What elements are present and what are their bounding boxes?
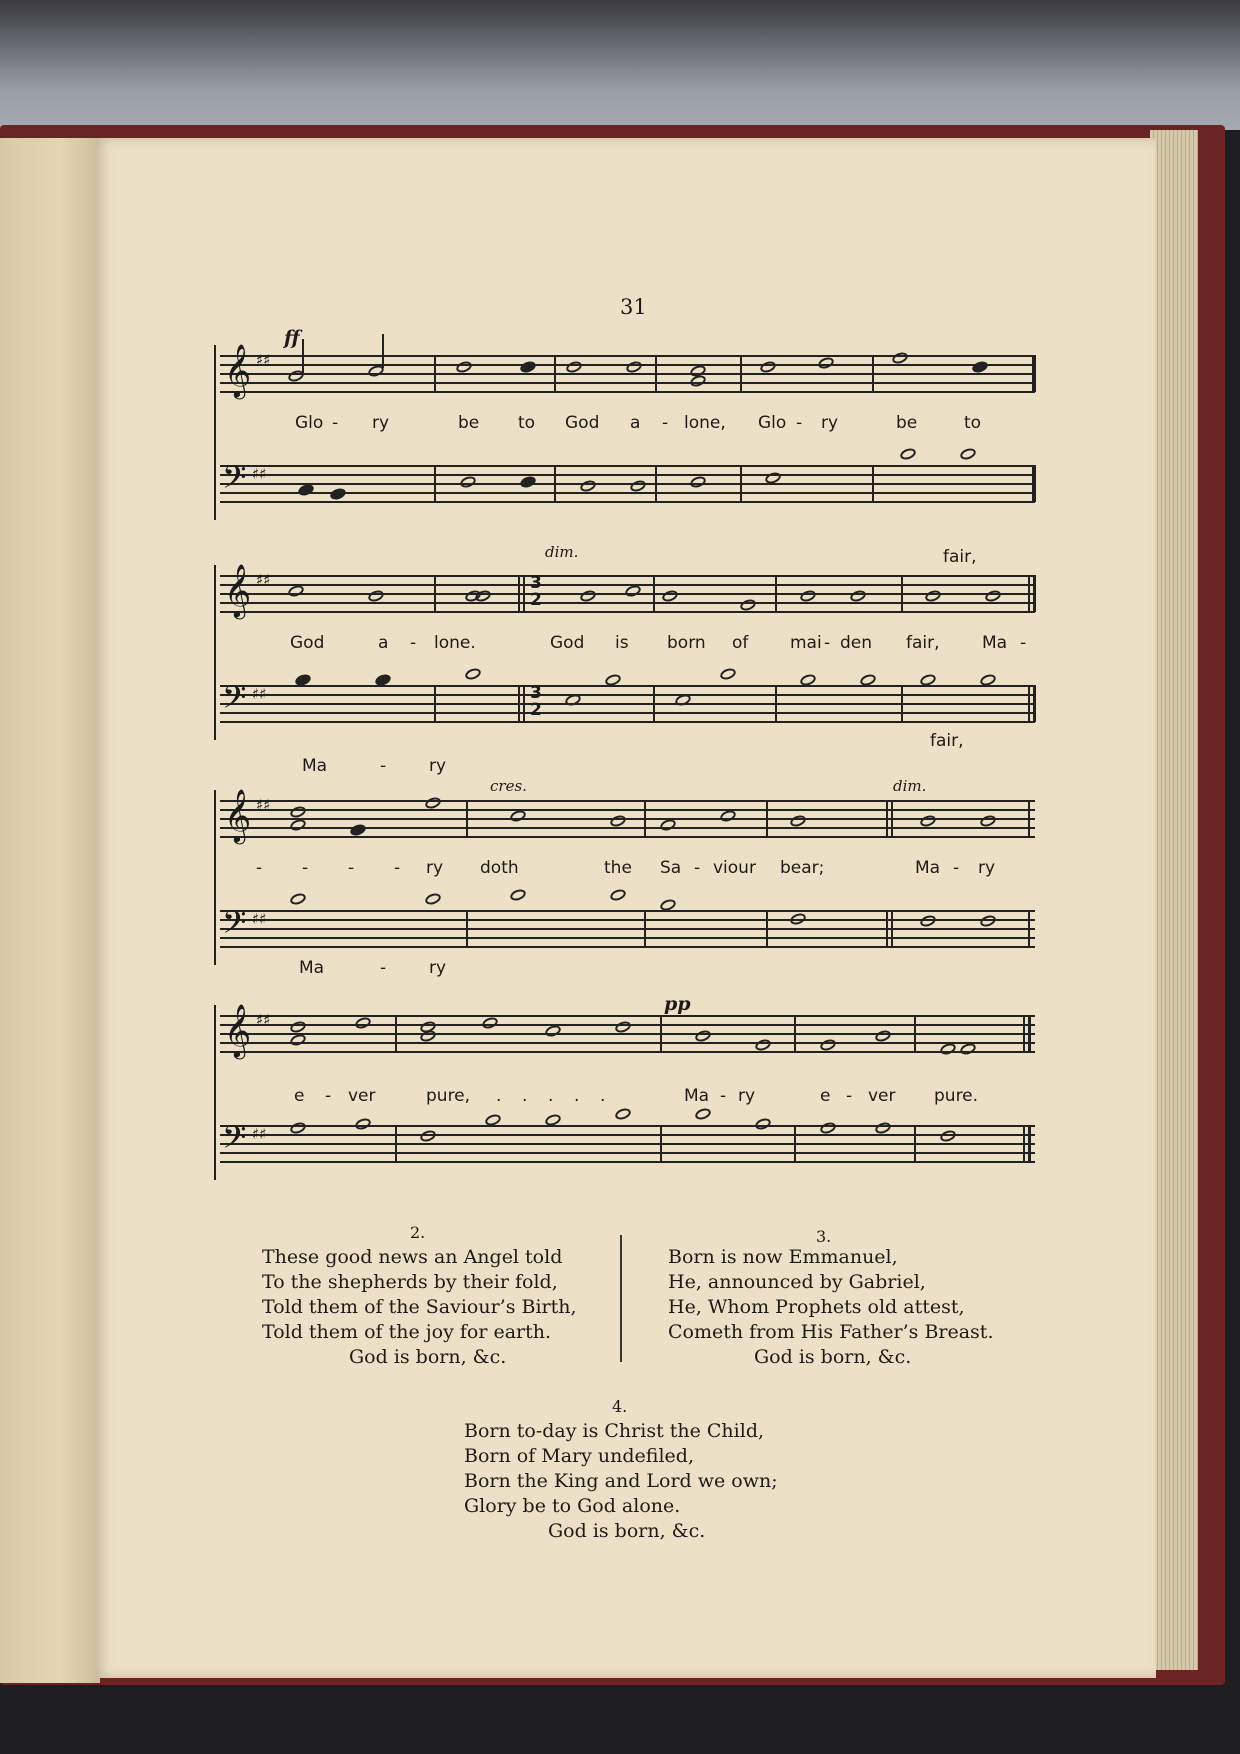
lyric-syllable: fair,: [906, 633, 940, 653]
lyric-syllable: e: [294, 1086, 305, 1106]
lyric-syllable: pure,: [426, 1086, 471, 1106]
lyric-syllable: .: [574, 1086, 580, 1106]
treble-clef-icon: 𝄞: [224, 1003, 252, 1057]
lyric-syllable: -: [796, 413, 803, 433]
key-signature-icon: ♯♯: [252, 465, 267, 483]
verse-line: Told them of the joy for earth.: [262, 1321, 552, 1343]
lyric-syllable: .: [600, 1086, 606, 1106]
lyric-syllable: .: [522, 1086, 528, 1106]
lyric-syllable: Ma: [982, 633, 1008, 653]
verse-line: Born to-day is Christ the Child,: [464, 1420, 765, 1442]
lyric-syllable: -: [720, 1086, 727, 1106]
bass-clef-icon: 𝄢: [222, 459, 247, 503]
lyric-syllable: Ma: [299, 958, 325, 978]
lyric-syllable: Ma: [915, 858, 941, 878]
lyric-syllable: a: [630, 413, 641, 433]
lyric-syllable: Sa: [660, 858, 682, 878]
verse-line: Told them of the Saviour’s Birth,: [262, 1296, 577, 1318]
lyric-syllable: be: [896, 413, 918, 433]
verse-line: Born is now Emmanuel,: [668, 1246, 898, 1268]
lyric-syllable: ver: [868, 1086, 896, 1106]
bass-staff: [220, 904, 1035, 950]
lyric-syllable: Glo: [758, 413, 787, 433]
lyric-syllable: to: [964, 413, 982, 433]
lyric-syllable: viour: [713, 858, 756, 878]
lyric-syllable: -: [348, 858, 355, 878]
lyric-syllable: bear;: [780, 858, 825, 878]
page-edges: [1150, 130, 1198, 1670]
lyric-syllable: ry: [429, 756, 447, 776]
lyric-syllable: ry: [978, 858, 996, 878]
lyric-syllable: -: [332, 413, 339, 433]
verse-line: Born of Mary undefiled,: [464, 1445, 694, 1467]
lyric-syllable: -: [953, 858, 960, 878]
verse-number: 4.: [612, 1397, 628, 1416]
lyric-syllable: ry: [738, 1086, 756, 1106]
dynamic-dim: dim.: [545, 543, 579, 561]
lyric-syllable: Ma: [684, 1086, 710, 1106]
lyric-syllable: God: [550, 633, 585, 653]
lyric-syllable: -: [380, 958, 387, 978]
lyric-syllable: -: [846, 1086, 853, 1106]
lyric-syllable: -: [302, 858, 309, 878]
verse-divider: [620, 1235, 622, 1362]
lyric-syllable: Glo: [295, 413, 324, 433]
key-signature-icon: ♯♯: [256, 1011, 271, 1029]
lyric-syllable: the: [604, 858, 632, 878]
lyric-syllable: ry: [426, 858, 444, 878]
lyric-syllable: lone.: [434, 633, 476, 653]
bass-staff: [220, 679, 1035, 725]
lyric-syllable: .: [548, 1086, 554, 1106]
lyric-syllable: doth: [480, 858, 519, 878]
lyric-syllable: born: [667, 633, 706, 653]
lyric-syllable: fair,: [943, 547, 977, 567]
lyric-syllable: ry: [372, 413, 390, 433]
bass-clef-icon: 𝄢: [222, 1119, 247, 1163]
bass-staff: [220, 459, 1035, 505]
lyric-syllable: be: [458, 413, 480, 433]
lyric-syllable: ry: [429, 958, 447, 978]
dynamic-cres: cres.: [490, 777, 527, 795]
lyric-syllable: -: [694, 858, 701, 878]
key-signature-icon: ♯♯: [256, 796, 271, 814]
treble-clef-icon: 𝄞: [224, 343, 252, 397]
treble-clef-icon: 𝄞: [224, 563, 252, 617]
lyric-syllable: -: [662, 413, 669, 433]
lyric-syllable: fair,: [930, 731, 964, 751]
verse-refrain: God is born, &c.: [349, 1346, 507, 1368]
verse-number: 2.: [410, 1223, 426, 1242]
verse-line: He, Whom Prophets old attest,: [668, 1296, 965, 1318]
lyric-syllable: a: [378, 633, 389, 653]
left-page: [0, 138, 100, 1683]
lyric-syllable: -: [256, 858, 263, 878]
lyric-syllable: den: [840, 633, 873, 653]
lyric-syllable: -: [394, 858, 401, 878]
key-signature-icon: ♯♯: [252, 910, 267, 928]
treble-clef-icon: 𝄞: [224, 788, 252, 842]
lyric-syllable: ver: [348, 1086, 376, 1106]
key-signature-icon: ♯♯: [252, 1125, 267, 1143]
verse-line: These good news an Angel told: [262, 1246, 563, 1268]
lyric-syllable: is: [615, 633, 629, 653]
verse-refrain: God is born, &c.: [754, 1346, 912, 1368]
page-number: 31: [620, 295, 647, 319]
verse-number: 3.: [816, 1227, 832, 1246]
dynamic-ff: ff: [284, 327, 300, 349]
verse-line: Cometh from His Father’s Breast.: [668, 1321, 994, 1343]
verse-line: Glory be to God alone.: [464, 1495, 681, 1517]
lyric-syllable: .: [496, 1086, 502, 1106]
bass-staff: [220, 1119, 1035, 1165]
lyric-syllable: of: [732, 633, 749, 653]
lyric-syllable: God: [565, 413, 600, 433]
lyric-syllable: -: [325, 1086, 332, 1106]
lyric-syllable: pure.: [934, 1086, 979, 1106]
lyric-syllable: lone,: [684, 413, 726, 433]
verse-line: Born the King and Lord we own;: [464, 1470, 778, 1492]
key-signature-icon: ♯♯: [252, 685, 267, 703]
lyric-syllable: -: [1020, 633, 1027, 653]
treble-staff: [220, 788, 1035, 842]
bass-clef-icon: 𝄢: [222, 679, 247, 723]
lyric-syllable: ry: [821, 413, 839, 433]
lyric-syllable: God: [290, 633, 325, 653]
lyric-syllable: Ma: [302, 756, 328, 776]
lyric-syllable: mai: [790, 633, 822, 653]
time-signature-icon: 3 2: [530, 573, 542, 610]
key-signature-icon: ♯♯: [256, 571, 271, 589]
dynamic-pp: pp: [664, 993, 691, 1015]
lyric-syllable: to: [518, 413, 536, 433]
treble-staff: [220, 343, 1035, 397]
time-signature-icon: 3 2: [530, 683, 542, 720]
lyric-syllable: -: [380, 756, 387, 776]
lyric-syllable: e: [820, 1086, 831, 1106]
verse-line: He, announced by Gabriel,: [668, 1271, 926, 1293]
verse-line: To the shepherds by their fold,: [262, 1271, 558, 1293]
background: [0, 0, 1240, 130]
lyric-syllable: -: [410, 633, 417, 653]
bass-clef-icon: 𝄢: [222, 904, 247, 948]
dynamic-dim: dim.: [893, 777, 927, 795]
lyric-syllable: -: [824, 633, 831, 653]
verse-refrain: God is born, &c.: [548, 1520, 706, 1542]
key-signature-icon: ♯♯: [256, 351, 271, 369]
